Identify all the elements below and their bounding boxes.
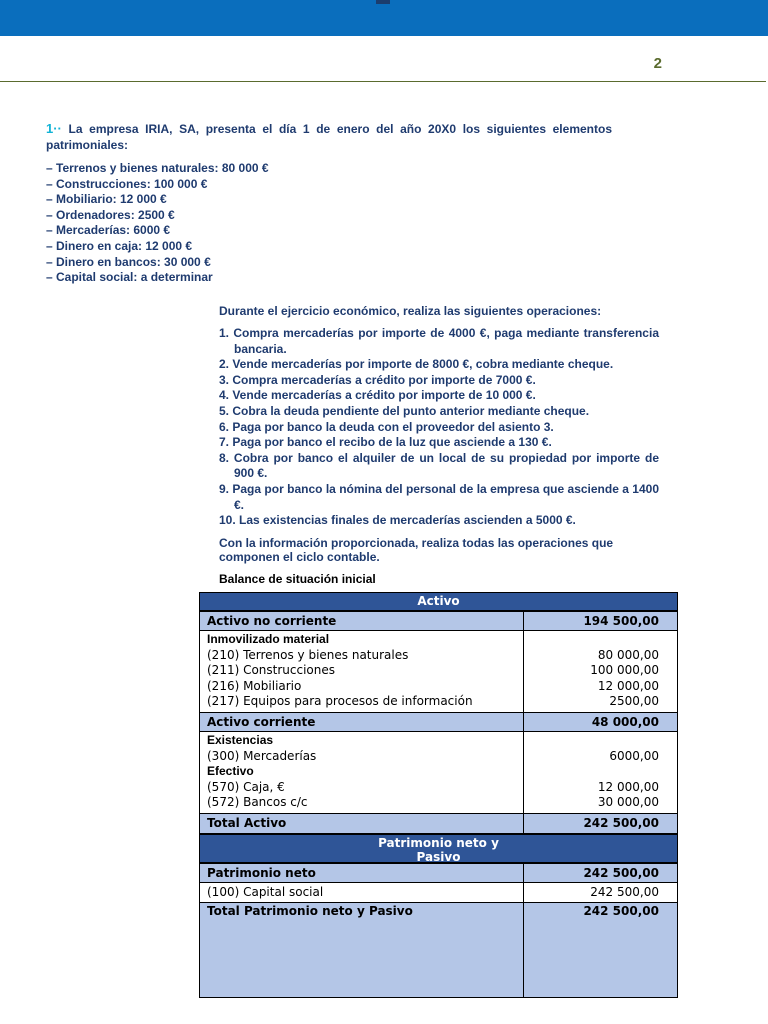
list-item: – Mobiliario: 12 000 € [46, 192, 167, 207]
table-row [200, 903, 677, 997]
account-value: 12 000,00 [597, 779, 659, 794]
list-item: 2. Vende mercaderías por importe de 8000 €, cobra mediante cheque. [219, 357, 614, 372]
page-number: 2 [653, 55, 662, 72]
list-item: 9. Paga por banco la nómina del personal de la empresa que asciende a 1400 €. [219, 481, 659, 512]
operations-list [219, 326, 659, 529]
pn-header-line: Pasivo [416, 850, 461, 864]
table-row [200, 713, 677, 732]
pn-value: 242 500,00 [524, 864, 677, 882]
list-item: – Dinero en bancos: 30 000 € [46, 254, 211, 269]
table-row [200, 814, 677, 835]
list-item: – Dinero en caja: 12 000 € [46, 238, 193, 253]
list-item: 4. Vende mercaderías a crédito por importe de 10 000 €. [219, 388, 536, 403]
balance-table [199, 592, 678, 998]
capital-value: 242 500,00 [590, 885, 659, 899]
account-label: (211) Construcciones [207, 663, 336, 677]
table-row [200, 883, 677, 903]
efectivo-label: Efectivo [207, 764, 254, 778]
operations-title: Durante el ejercicio económico, realiza las siguientes operaciones: [219, 304, 602, 318]
account-value: 80 000,00 [597, 647, 659, 662]
capital-label: (100) Capital social [200, 883, 524, 902]
list-item: – Mercaderías: 6000 € [46, 223, 171, 238]
account-label: (217) Equipos para procesos de información [207, 694, 473, 708]
total-activo-value: 242 500,00 [524, 814, 677, 833]
list-item: 1. Compra mercaderías por importe de 4000 €, paga mediante transferencia bancaria. [219, 326, 659, 356]
account-label: (210) Terrenos y bienes naturales [207, 647, 409, 662]
account-label: (300) Mercaderías [207, 748, 317, 763]
table-row [200, 612, 677, 631]
total-pn-label: Total Patrimonio neto y Pasivo [200, 903, 524, 997]
list-item: – Capital social: a determinar [46, 270, 213, 285]
header-logo-mark [376, 0, 390, 4]
total-pn-value: 242 500,00 [524, 903, 677, 997]
account-value: 30 000,00 [597, 795, 659, 809]
table-row [200, 864, 677, 883]
operations-conclusion: Con la información proporcionada, realiza todas las operaciones que componen el ciclo contable. [219, 536, 614, 564]
table-row [200, 631, 677, 713]
account-value: 12 000,00 [597, 678, 659, 693]
list-item: 7. Paga por banco el recibo de la luz que asciende a 130 €. [219, 435, 552, 450]
exercise-intro-text: La empresa IRIA, SA, presenta el día 1 de enero del año 20X0 los siguientes elementos patrimoniales: [46, 122, 612, 152]
balance-title: Balance de situación inicial [219, 572, 376, 586]
activo-header: Activo [200, 593, 677, 612]
existencias-label: Existencias [207, 733, 274, 747]
pn-header-line: Patrimonio neto y [378, 836, 499, 850]
list-item: – Terrenos y bienes naturales: 80 000 € [46, 161, 269, 175]
list-item: 8. Cobra por banco el alquiler de un local de su propiedad por importe de 900 €. [219, 450, 659, 481]
list-item: 5. Cobra la deuda pendiente del punto anterior mediante cheque. [219, 403, 590, 418]
list-item: 10. Las existencias finales de mercaderías ascienden a 5000 €. [219, 513, 576, 528]
list-item: 3. Compra mercaderías a crédito por importe de 7000 €. [219, 372, 536, 387]
account-label: (216) Mobiliario [207, 678, 302, 693]
account-label: (572) Bancos c/c [207, 795, 308, 809]
anc-value: 194 500,00 [524, 612, 677, 630]
anc-label: Activo no corriente [200, 612, 524, 630]
account-value: 100 000,00 [590, 663, 659, 677]
exercise-number: 1·· [46, 121, 62, 136]
inmov-label: Inmovilizado material [207, 632, 330, 646]
pn-label: Patrimonio neto [200, 864, 524, 882]
account-value: 6000,00 [609, 748, 659, 763]
patrimonial-elements-list [46, 161, 269, 286]
ac-value: 48 000,00 [524, 713, 677, 731]
exercise-intro [46, 121, 612, 153]
ac-label: Activo corriente [200, 713, 524, 731]
list-item: – Ordenadores: 2500 € [46, 207, 175, 222]
header-divider [0, 81, 766, 82]
list-item: – Construcciones: 100 000 € [46, 176, 208, 191]
account-label: (570) Caja, € [207, 779, 285, 794]
pn-header [200, 835, 677, 864]
list-item: 6. Paga por banco la deuda con el proveedor del asiento 3. [219, 419, 554, 434]
total-activo-label: Total Activo [200, 814, 524, 833]
account-value: 2500,00 [609, 694, 659, 708]
header-bar [0, 0, 768, 36]
table-row [200, 732, 677, 814]
